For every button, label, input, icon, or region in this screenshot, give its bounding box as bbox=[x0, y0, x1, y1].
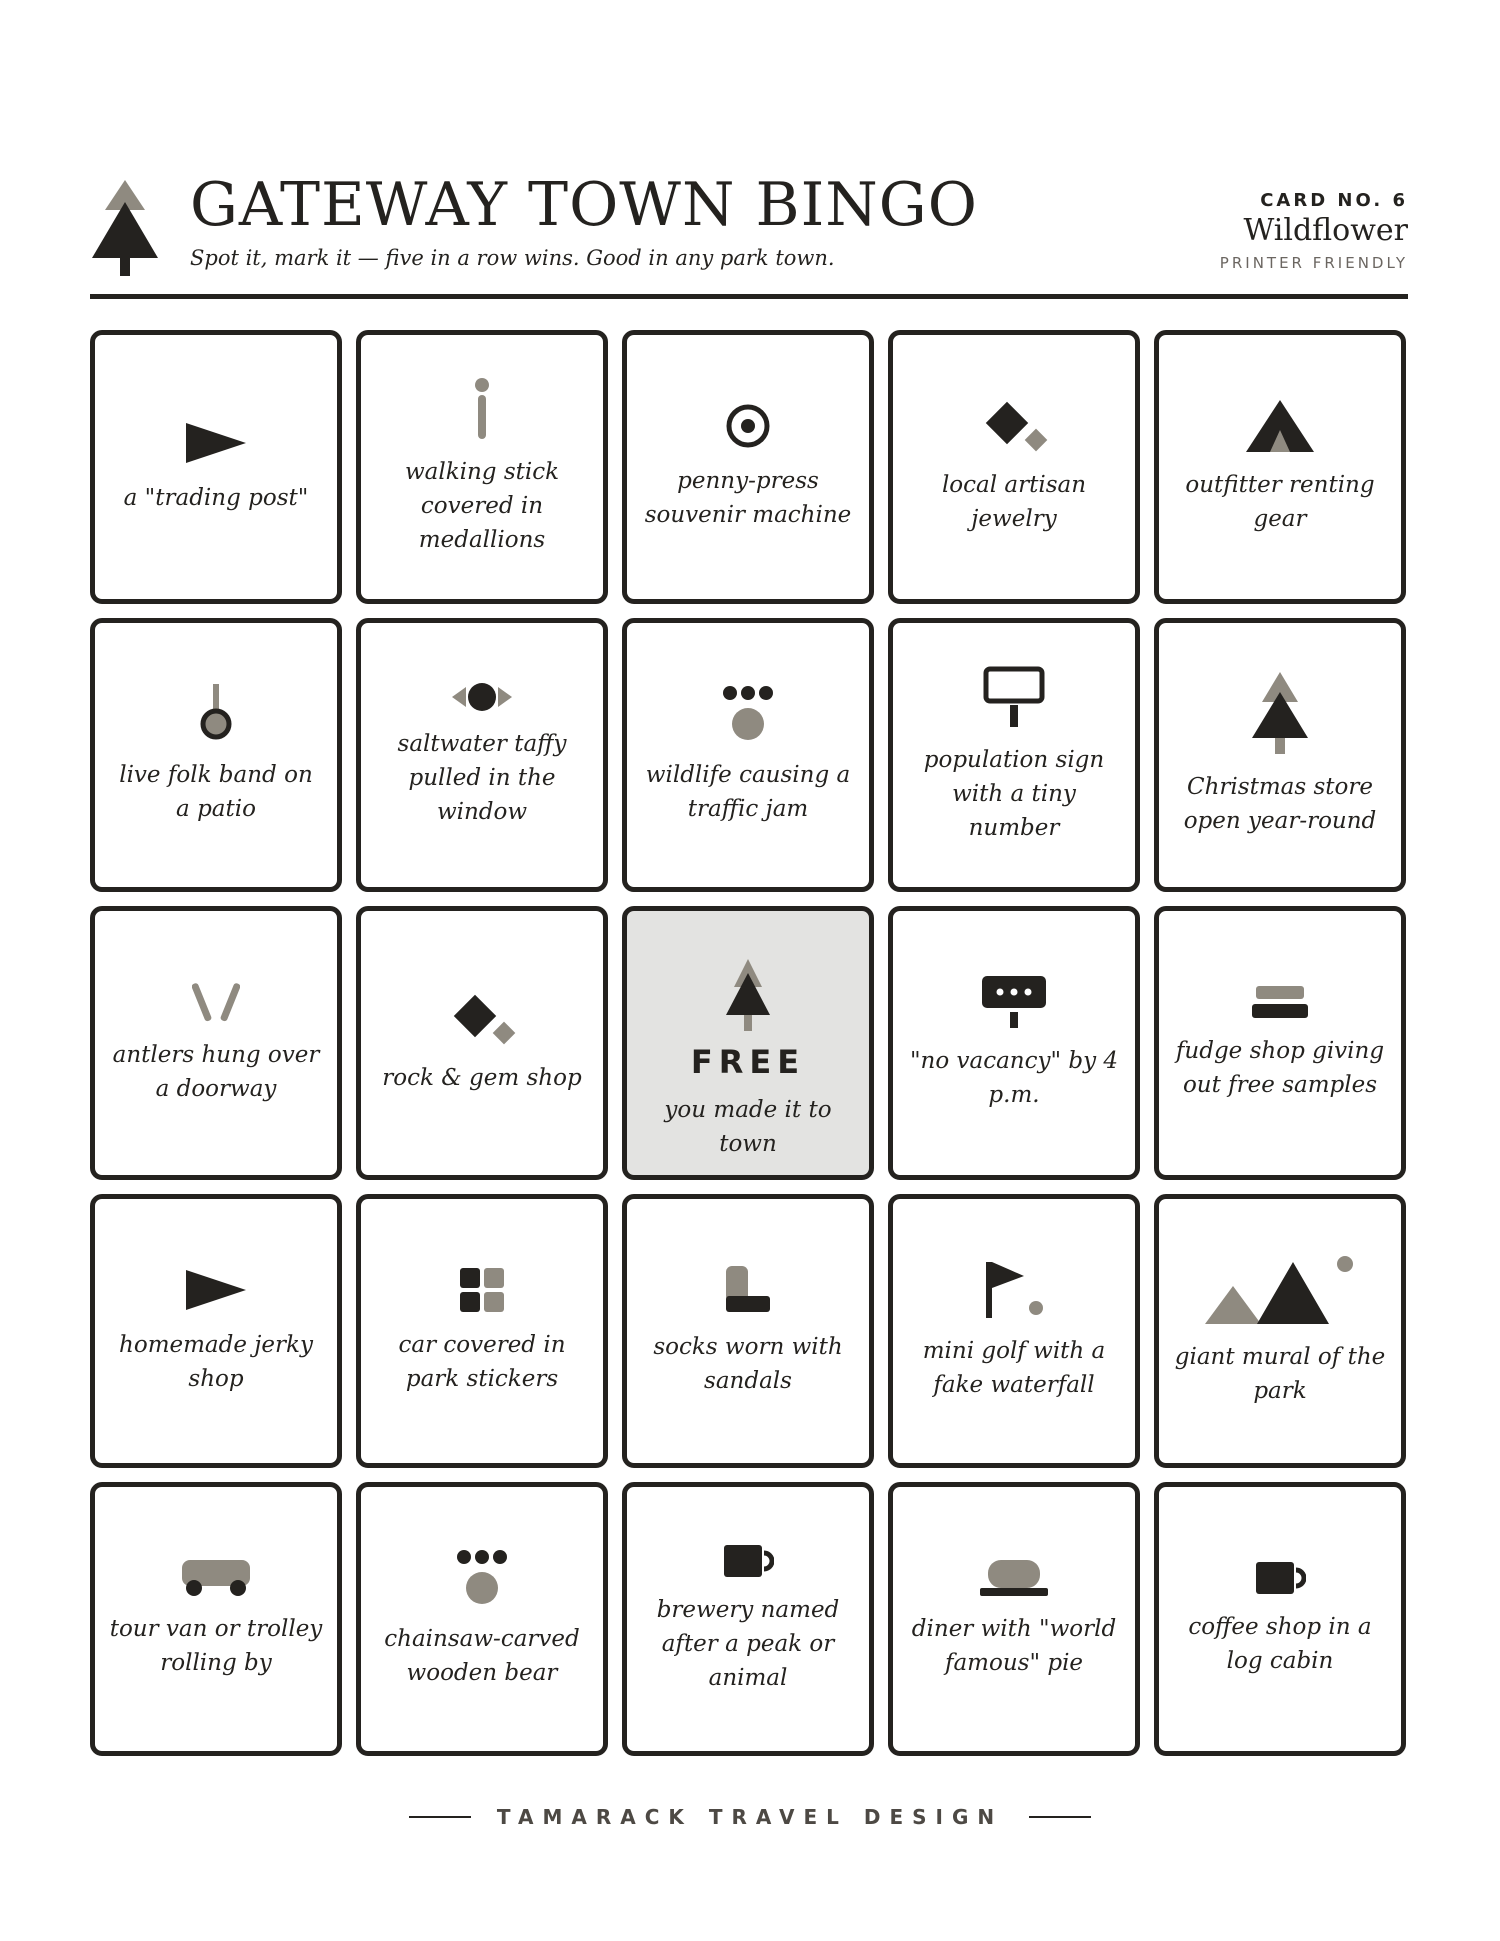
trolley-icon bbox=[95, 1558, 337, 1598]
cell-label: live folk band on a patio bbox=[119, 762, 313, 822]
cell-label: mini golf with a fake waterfall bbox=[922, 1338, 1106, 1398]
footer-brand: TAMARACK TRAVEL DESIGN bbox=[496, 1805, 1004, 1829]
bingo-cell[interactable] bbox=[888, 618, 1140, 892]
cell-label: brewery named after a peak or animal bbox=[656, 1597, 840, 1691]
page-title: GATEWAY TOWN BINGO bbox=[190, 170, 978, 240]
pennant-icon bbox=[95, 419, 337, 467]
page-subtitle: Spot it, mark it — five in a row wins. Good in any park town. bbox=[190, 246, 835, 270]
bingo-cell[interactable] bbox=[90, 330, 342, 604]
tent-icon bbox=[1159, 398, 1401, 454]
bingo-cell[interactable] bbox=[90, 1194, 342, 1468]
cell-label: giant mural of the park bbox=[1174, 1344, 1386, 1404]
coin-target-icon bbox=[627, 402, 869, 450]
bingo-cell[interactable] bbox=[1154, 1482, 1406, 1756]
vacancy-sign-icon bbox=[893, 974, 1135, 1030]
antlers-icon bbox=[95, 980, 337, 1024]
bingo-cell[interactable] bbox=[90, 906, 342, 1180]
cell-label: penny-press souvenir machine bbox=[644, 468, 852, 528]
bingo-cell[interactable] bbox=[356, 330, 608, 604]
bingo-cell[interactable] bbox=[888, 1194, 1140, 1468]
bingo-grid bbox=[90, 330, 1408, 1758]
mountains-icon bbox=[1159, 1254, 1401, 1326]
cell-label: a "trading post" bbox=[123, 485, 309, 511]
gem-diamonds-icon bbox=[893, 398, 1135, 454]
bingo-cell[interactable] bbox=[622, 1194, 874, 1468]
bingo-cell[interactable] bbox=[356, 1482, 608, 1756]
banjo-icon bbox=[95, 684, 337, 744]
taffy-candy-icon bbox=[361, 681, 603, 713]
sticker-grid-icon bbox=[361, 1266, 603, 1314]
footer bbox=[0, 1803, 1500, 1829]
cell-label: rock & gem shop bbox=[382, 1065, 582, 1091]
gem-diamonds-icon bbox=[361, 991, 603, 1047]
card-name: Wildflower bbox=[1243, 213, 1408, 248]
card-note: PRINTER FRIENDLY bbox=[1219, 254, 1408, 272]
bingo-cell-free[interactable] bbox=[622, 906, 874, 1180]
cell-label: Christmas store open year-round bbox=[1183, 774, 1377, 834]
cell-label: wildlife causing a traffic jam bbox=[645, 762, 851, 822]
pine-tree-icon bbox=[627, 959, 869, 1031]
cell-label: walking stick covered in medallions bbox=[404, 459, 560, 553]
card-meta bbox=[1220, 190, 1408, 272]
bingo-cell[interactable] bbox=[622, 618, 874, 892]
bingo-cell[interactable] bbox=[1154, 330, 1406, 604]
bingo-cell[interactable] bbox=[90, 1482, 342, 1756]
mug-icon bbox=[627, 1543, 869, 1579]
cell-label: car covered in park stickers bbox=[398, 1332, 566, 1392]
cell-label: homemade jerky shop bbox=[119, 1332, 313, 1392]
road-sign-icon bbox=[893, 665, 1135, 729]
cell-label: coffee shop in a log cabin bbox=[1188, 1614, 1372, 1674]
card-number: CARD NO. 6 bbox=[1260, 190, 1408, 211]
pie-icon bbox=[893, 1558, 1135, 1598]
bingo-cell[interactable] bbox=[356, 618, 608, 892]
cell-label: local artisan jewelry bbox=[941, 472, 1087, 532]
cell-label: chainsaw-carved wooden bear bbox=[384, 1626, 580, 1686]
free-space-word: FREE bbox=[690, 1043, 806, 1081]
header-divider bbox=[90, 294, 1408, 299]
golf-flag-icon bbox=[893, 1260, 1135, 1320]
sock-icon bbox=[627, 1264, 869, 1316]
footer-line-right bbox=[1029, 1816, 1091, 1818]
cell-label: saltwater taffy pulled in the window bbox=[397, 731, 567, 825]
cell-label: socks worn with sandals bbox=[653, 1334, 843, 1394]
footer-line-left bbox=[409, 1816, 471, 1818]
cell-label: you made it to town bbox=[664, 1097, 832, 1157]
walking-stick-icon bbox=[361, 377, 603, 441]
bingo-cell[interactable] bbox=[888, 1482, 1140, 1756]
bingo-cell[interactable] bbox=[888, 330, 1140, 604]
bingo-cell[interactable] bbox=[1154, 906, 1406, 1180]
cell-label: population sign with a tiny number bbox=[923, 747, 1105, 841]
bingo-cell[interactable] bbox=[1154, 618, 1406, 892]
pine-tree-icon bbox=[90, 180, 160, 280]
cell-label: "no vacancy" by 4 p.m. bbox=[909, 1048, 1119, 1108]
fudge-stack-icon bbox=[1159, 984, 1401, 1020]
bingo-cell[interactable] bbox=[622, 1482, 874, 1756]
bingo-cell[interactable] bbox=[1154, 1194, 1406, 1468]
bingo-cell[interactable] bbox=[622, 330, 874, 604]
cell-label: antlers hung over a doorway bbox=[112, 1042, 320, 1102]
cell-label: fudge shop giving out free samples bbox=[1175, 1038, 1385, 1098]
bingo-cell[interactable] bbox=[356, 906, 608, 1180]
card-header bbox=[90, 170, 1408, 300]
paw-print-icon bbox=[627, 684, 869, 744]
cell-label: outfitter renting gear bbox=[1185, 472, 1375, 532]
mug-icon bbox=[1159, 1560, 1401, 1596]
bingo-cell[interactable] bbox=[356, 1194, 608, 1468]
bingo-cell[interactable] bbox=[888, 906, 1140, 1180]
bingo-cell[interactable] bbox=[90, 618, 342, 892]
christmas-tree-icon bbox=[1159, 672, 1401, 756]
cell-label: tour van or trolley rolling by bbox=[109, 1616, 323, 1676]
pennant-icon bbox=[95, 1266, 337, 1314]
paw-print-icon bbox=[361, 1548, 603, 1608]
cell-label: diner with "world famous" pie bbox=[911, 1616, 1117, 1676]
